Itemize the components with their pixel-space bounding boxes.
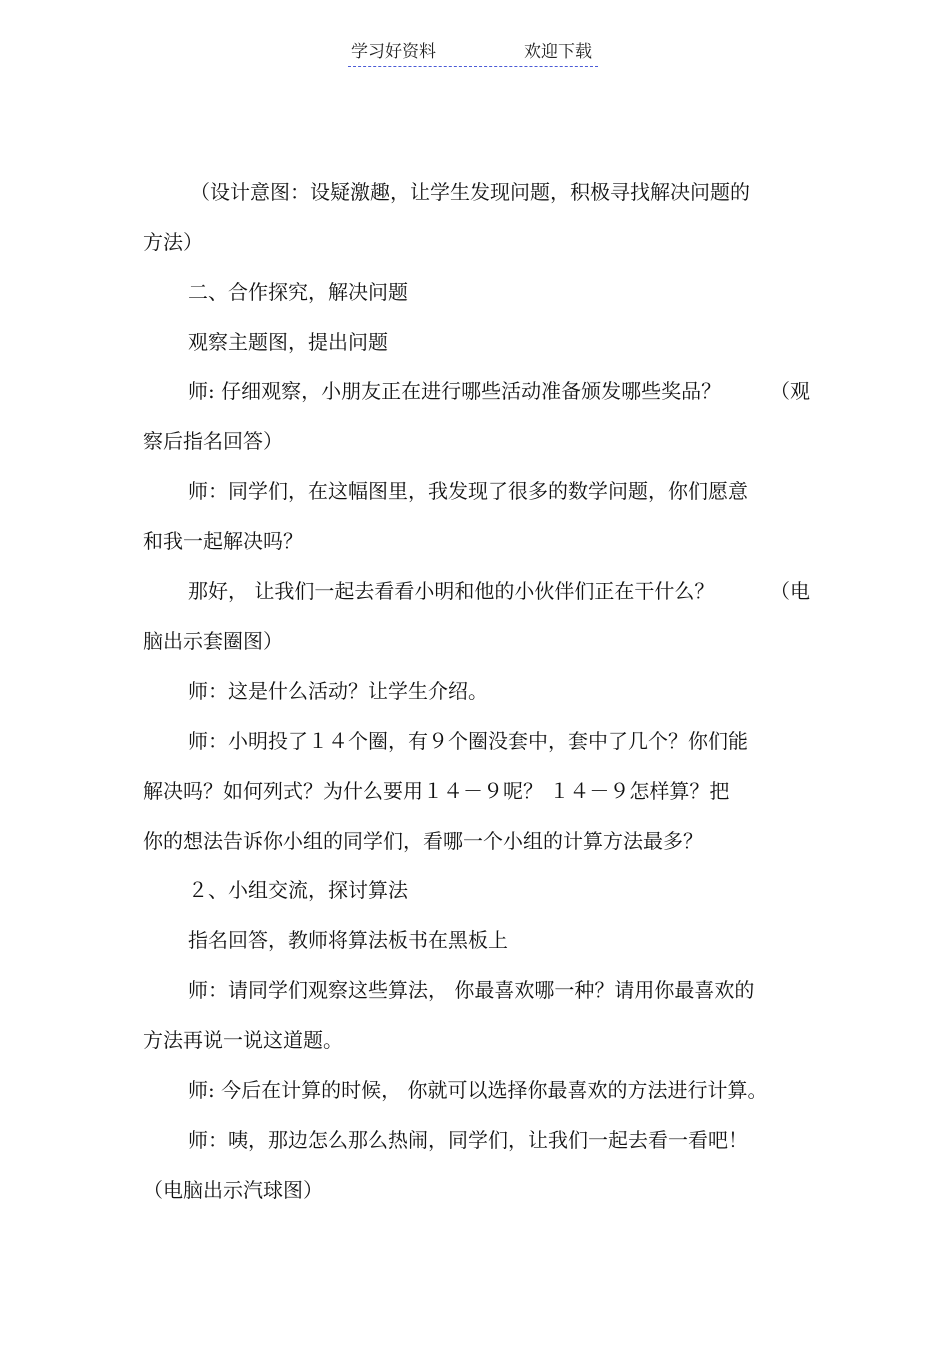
- section-heading: ２、小组交流，探讨算法: [188, 878, 408, 902]
- paragraph-line: 师：咦，那边怎么那么热闹，同学们，让我们一起去看一看吧！: [188, 1128, 748, 1152]
- paragraph-line: （电脑出示汽球图）: [143, 1178, 323, 1202]
- paragraph-line: 脑出示套圈图）: [143, 629, 283, 653]
- paragraph-line: 方法再说一说这道题。: [143, 1028, 343, 1052]
- page-header: [348, 40, 598, 67]
- paragraph-line: 观察主题图，提出问题: [188, 330, 388, 354]
- paragraph-line: 察后指名回答）: [143, 429, 283, 453]
- paragraph-line: 师: 仔细观察，小朋友正在进行哪些活动准备颁发哪些奖品？: [188, 379, 722, 403]
- section-heading: 二、合作探究，解决问题: [188, 280, 408, 304]
- paragraph-line: （观: [770, 379, 810, 403]
- paragraph-line: （电: [770, 579, 810, 603]
- paragraph-line: 那好， 让我们一起去看看小明和他的小伙伴们正在干什么？: [188, 579, 715, 603]
- paragraph-line: 和我一起解决吗？: [143, 529, 303, 553]
- paragraph-line: 师：请同学们观察这些算法， 你最喜欢哪一种？请用你最喜欢的: [188, 978, 755, 1002]
- paragraph-line: 方法）: [143, 230, 203, 254]
- paragraph-line: 师：同学们，在这幅图里，我发现了很多的数学问题，你们愿意: [188, 479, 748, 503]
- paragraph-line: 师：小明投了１４个圈，有９个圈没套中，套中了几个？你们能: [188, 729, 748, 753]
- paragraph-line: 师: 今后在计算的时候， 你就可以选择你最喜欢的方法进行计算。: [188, 1078, 768, 1102]
- paragraph-line: 指名回答，教师将算法板书在黑板上: [188, 928, 508, 952]
- paragraph-line: 你的想法告诉你小组的同学们，看哪一个小组的计算方法最多？: [143, 829, 703, 853]
- paragraph-line: （设计意图：设疑激趣，让学生发现问题，积极寻找解决问题的: [190, 180, 750, 204]
- paragraph-line: 解决吗？如何列式？为什么要用１４－９呢？ １４－９怎样算？把: [143, 779, 730, 803]
- header-right-text: 欢迎下载: [524, 42, 592, 62]
- paragraph-line: 师：这是什么活动？让学生介绍。: [188, 679, 488, 703]
- header-left-text: 学习好资料: [351, 42, 436, 62]
